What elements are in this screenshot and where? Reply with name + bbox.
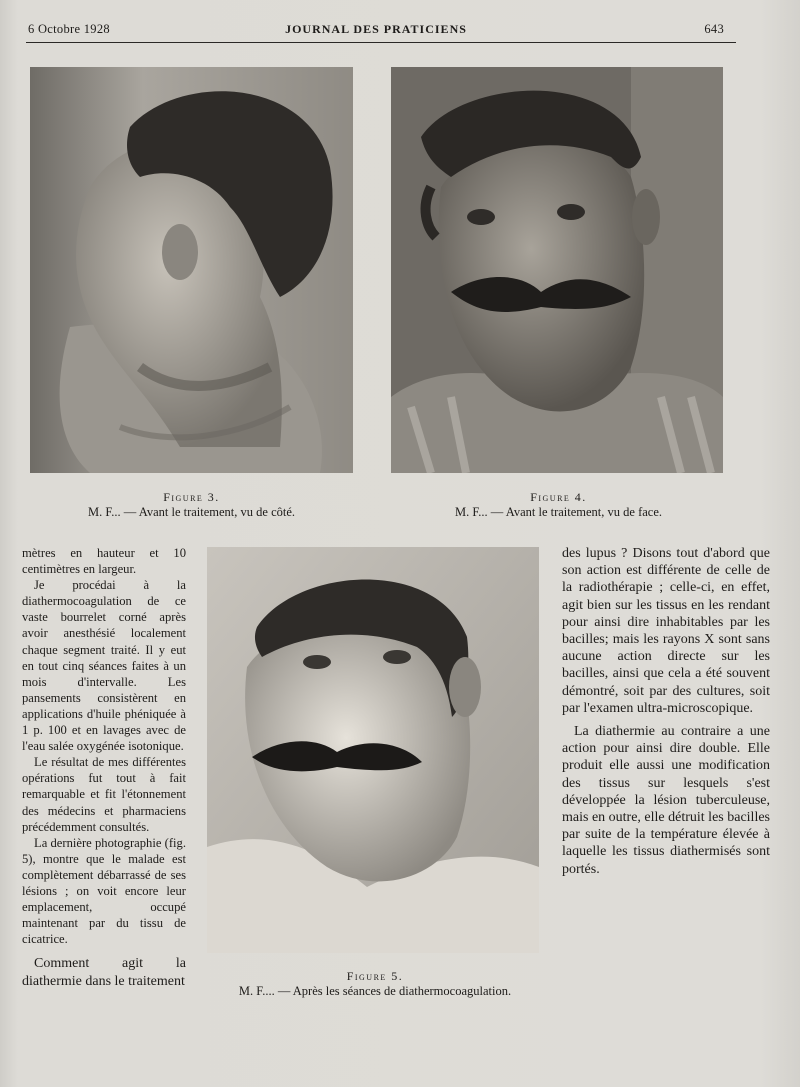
figure-3-photo <box>30 67 353 473</box>
issue-date: 6 Octobre 1928 <box>28 22 110 36</box>
right-paragraph-2: La diathermie au contraire a une action pour ainsi dire double. Elle produit elle aussi une modification des tissus sur lesquels s'est développée la lésion tuberculeuse, mais en outre, elle détruit les bacilles par suite de la température élevée à laquelle les tissus diathermisés sont portés. <box>562 724 770 877</box>
figure-5-label: Figure 5. <box>346 969 404 983</box>
page-number: 643 <box>704 22 724 36</box>
figure-4-caption <box>391 490 726 520</box>
figure-4-text: M. F... — Avant le traitement, vu de face. <box>454 505 663 519</box>
left-paragraph-2: Je procédai à la diathermocoagulation de ce vaste bourrelet corné après avoir anesthésié localement chaque segment traité. Il y eut en tout cinq séances faites à un mois d'intervalle. Les pansements consistèrent en applications d'huile phéniquée à 1 p. 100 et en lavages avec de l'eau salée oxygénée isotonique. <box>22 578 186 754</box>
figure-4-label: Figure 4. <box>530 490 587 504</box>
figure-5-caption <box>200 969 550 999</box>
left-paragraph-5: Comment agit la diathermie dans le traitement <box>22 956 186 990</box>
figure-5-text: M. F.... — Après les séances de diathermocoagulation. <box>238 984 512 998</box>
journal-title: JOURNAL DES PRATICIENS <box>285 22 467 36</box>
figure-4-photo <box>391 67 723 473</box>
right-paragraph-1: des lupus ? Disons tout d'abord que son action est différente de celle de la radiothérapie ; celle-ci, en effet, agit bien sur les tissus en les rendant pour ainsi dire inhabitables par les bacilles; mais les rayons X sont sans aucune action directe sur les bacilles, ainsi que cela a été souvent démontré, soit par des cultures, soit par l'examen ultra-microscopique. <box>562 546 770 716</box>
left-paragraph-1: mètres en hauteur et 10 centimètres en largeur. <box>22 546 186 577</box>
left-paragraph-3: Le résultat de mes différentes opérations fut tout à fait remarquable et fit l'étonnement des médecins et pharmaciens précédemment consultés. <box>22 755 186 834</box>
figure-3-label: Figure 3. <box>163 490 220 504</box>
figure-3-caption <box>30 490 353 520</box>
header-rule <box>26 42 736 43</box>
figure-3-text: M. F... — Avant le traitement, vu de côté. <box>87 505 296 519</box>
running-header <box>28 22 724 40</box>
left-text-column <box>22 545 186 991</box>
right-text-column <box>562 545 770 878</box>
figure-5-photo <box>207 547 539 953</box>
left-paragraph-4: La dernière photographie (fig. 5), montre que le malade est complètement débarrassé de ses lésions ; on voit encore leur emplacement, occupé maintenant par du tissu de cicatrice. <box>22 835 186 947</box>
